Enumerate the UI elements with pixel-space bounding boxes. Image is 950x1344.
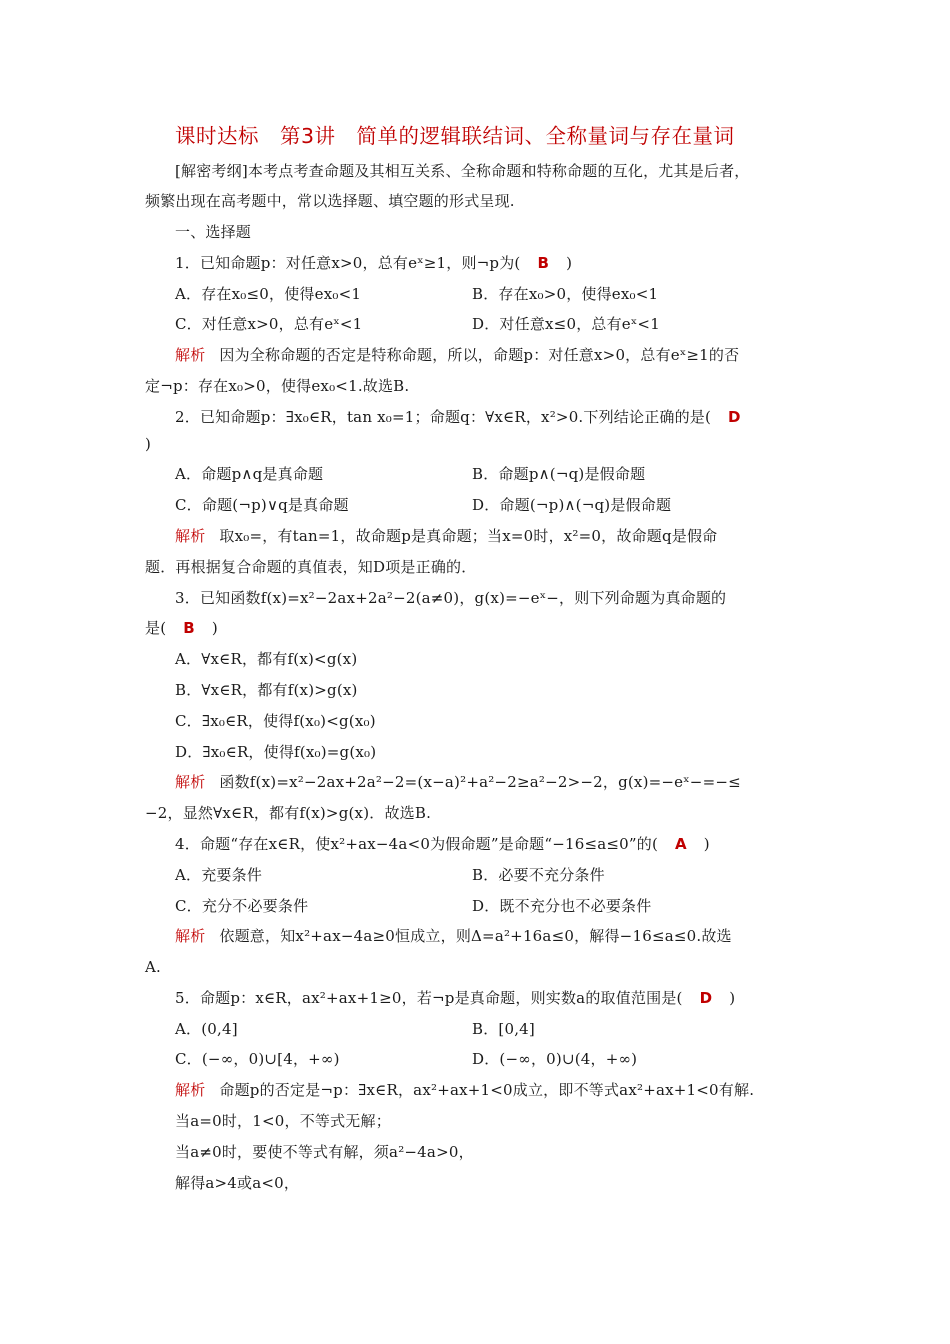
q5-stem-text: 5．命题p：x∈R，ax²+ax+1≥0，若¬p是真命题，则实数a的取值范围是(	[175, 989, 683, 1007]
q5-analysis	[175, 1079, 754, 1101]
q1-analysis-tag: 解析	[175, 346, 206, 364]
q1-analysis-text: 因为全称命题的否定是特称命题，所以，命题p：对任意x>0，总有eˣ≥1的否	[219, 346, 740, 364]
q5-analysis-tag: 解析	[175, 1081, 206, 1099]
page-title: 课时达标 第3讲 简单的逻辑联结词、全称量词与存在量词	[175, 124, 735, 148]
q1-option-d: D．对任意x≤0，总有eˣ<1	[472, 315, 660, 333]
q5-analysis-line-3: 当a≠0时，要使不等式有解，须a²−4a>0，	[175, 1143, 474, 1161]
q2-analysis-cont: 题．再根据复合命题的真值表，知D项是正确的．	[145, 558, 477, 576]
q1-close: )	[566, 254, 573, 272]
q3-option-a: A．∀x∈R，都有f(x)<g(x)	[175, 650, 358, 668]
section-heading: 一、选择题	[175, 223, 252, 241]
q4-close: )	[703, 835, 710, 853]
q4-option-b: B．必要不充分条件	[472, 866, 605, 884]
q3-analysis-text: 函数f(x)=x²−2ax+2a²−2=(x−a)²+a²−2≥a²−2>−2，g(x)=−eˣ−=−≤	[219, 773, 741, 791]
q5-stem	[175, 987, 735, 1009]
q5-option-c: C．(−∞，0)∪[4，+∞)	[175, 1050, 340, 1068]
q3-option-d: D．∃x₀∈R，使得f(x₀)=g(x₀)	[175, 743, 377, 761]
q4-option-a: A．充要条件	[175, 866, 263, 884]
q5-analysis-line-4: 解得a>4或a<0，	[175, 1174, 300, 1192]
intro-line-1: [解密考纲]本考点考查命题及其相互关系、全称命题和特称命题的互化，尤其是后者，	[175, 162, 750, 180]
q2-analysis-text: 取x₀=，有tan=1，故命题p是真命题；当x=0时，x²=0，故命题q是假命	[219, 527, 718, 545]
q2-analysis	[175, 525, 717, 547]
intro-line-2: 频繁出现在高考题中，常以选择题、填空题的形式呈现.	[145, 192, 515, 210]
q2-close: )	[145, 435, 152, 453]
q5-analysis-line-2: 当a=0时，1<0，不等式无解；	[175, 1112, 391, 1130]
q2-option-d: D．命题(¬p)∧(¬q)是假命题	[472, 496, 672, 514]
q4-option-c: C．充分不必要条件	[175, 897, 309, 915]
q3-option-c: C．∃x₀∈R，使得f(x₀)<g(x₀)	[175, 712, 376, 730]
q5-option-a: A．(0,4]	[175, 1020, 238, 1038]
q3-stem-line-1: 3．已知函数f(x)=x²−2ax+2a²−2(a≠0)，g(x)=−eˣ−，则下列命题为真命题的	[175, 589, 727, 607]
q2-option-a: A．命题p∧q是真命题	[175, 465, 324, 483]
q4-analysis-tag: 解析	[175, 927, 206, 945]
q5-option-d: D．(−∞，0)∪(4，+∞)	[472, 1050, 638, 1068]
q3-stem-line-2	[145, 617, 218, 639]
q2-analysis-tag: 解析	[175, 527, 206, 545]
q2-answer: D	[728, 408, 741, 426]
q2-option-c: C．命题(¬p)∨q是真命题	[175, 496, 349, 514]
q4-analysis-text: 依题意，知x²+ax−4a≥0恒成立，则Δ=a²+16a≤0，解得−16≤a≤0.故选	[219, 927, 732, 945]
q1-option-b: B．存在x₀>0，使得ex₀<1	[472, 285, 659, 303]
q3-analysis-tag: 解析	[175, 773, 206, 791]
q2-option-b: B．命题p∧(¬q)是假命题	[472, 465, 646, 483]
q3-analysis-cont: −2，显然∀x∈R，都有f(x)>g(x)．故选B.	[145, 804, 432, 822]
q3-option-b: B．∀x∈R，都有f(x)>g(x)	[175, 681, 358, 699]
q1-option-a: A．存在x₀≤0，使得ex₀<1	[175, 285, 362, 303]
q5-close: )	[729, 989, 736, 1007]
q3-close: )	[211, 619, 218, 637]
q1-analysis	[175, 344, 739, 366]
q1-answer: B	[537, 254, 550, 272]
q5-option-b: B．[0,4]	[472, 1020, 535, 1038]
q4-answer: A	[675, 835, 687, 853]
q3-answer: B	[183, 619, 195, 637]
q5-answer: D	[699, 989, 713, 1007]
q1-option-c: C．对任意x>0，总有eˣ<1	[175, 315, 363, 333]
q4-stem-text: 4．命题“存在x∈R，使x²+ax−4a<0为假命题”是命题“−16≤a≤0”的(	[175, 835, 659, 853]
q3-analysis	[175, 771, 741, 793]
q4-option-d: D．既不充分也不必要条件	[472, 897, 652, 915]
q2-stem	[175, 406, 741, 428]
q1-stem-text: 1．已知命题p：对任意x>0，总有eˣ≥1，则¬p为(	[175, 254, 521, 272]
q1-stem	[175, 252, 572, 274]
q1-analysis-cont: 定¬p：存在x₀>0，使得ex₀<1.故选B.	[145, 377, 410, 395]
q5-analysis-text: 命题p的否定是¬p：∃x∈R，ax²+ax+1<0成立，即不等式ax²+ax+1<0有解.	[219, 1081, 755, 1099]
q4-stem	[175, 833, 710, 855]
q4-analysis	[175, 925, 732, 947]
q3-stem-text: 是(	[145, 619, 167, 637]
q2-stem-text: 2．已知命题p：∃x₀∈R，tan x₀=1；命题q：∀x∈R，x²>0.下列结论正确的是(	[175, 408, 712, 426]
q4-analysis-cont: A.	[145, 958, 162, 976]
